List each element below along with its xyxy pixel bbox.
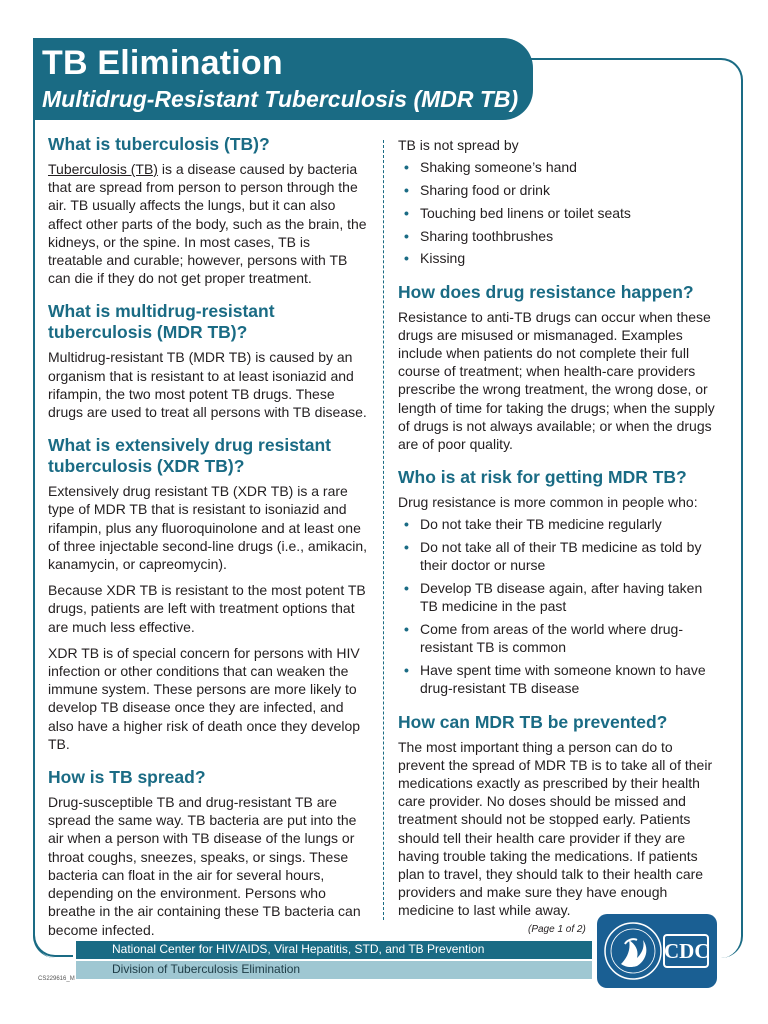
list-item: • Come from areas of the world where drug-resistant TB is common — [398, 620, 722, 656]
section-heading-tb-spread: How is TB spread? — [48, 767, 206, 788]
right-column — [398, 136, 722, 928]
list-item: • Develop TB disease again, after having taken TB medicine in the past — [398, 579, 722, 615]
list-item: • Touching bed linens or toilet seats — [398, 204, 722, 222]
list-item: • Have spent time with someone known to have drug-resistant TB disease — [398, 661, 722, 697]
left-column — [48, 134, 368, 947]
footer-division-name: Division of Tuberculosis Elimination — [112, 962, 301, 976]
not-spread-list — [398, 158, 722, 267]
tb-definition-text: is a disease caused by bacteria that are spread from person to person through the air. TB usually affects the lungs, but it can also affect other parts of the body, such as the brain, the kidneys, or the spine. In most cases, TB is treatable and curable; however, persons with TB can die if they do not get proper treatment. — [48, 161, 367, 287]
section-heading-drug-resistance: How does drug resistance happen? — [398, 281, 694, 302]
section-heading-mdr-tb: What is multidrug-resistant tuberculosis (MDR TB)? — [48, 301, 275, 343]
page-number: (Page 1 of 2) — [528, 924, 586, 935]
list-item: • Kissing — [398, 249, 722, 267]
section-body-prevention: The most important thing a person can do to prevent the spread of MDR TB is to take all of their medications exactly as prescribed by their health care provider. No doses should be missed and treatment should not be stopped early. Patients should tell their health care provider if they are having trouble taking the medications. If patients plan to travel, they should talk to their health care providers and make sure they have enough medicine to last while away. — [398, 738, 713, 919]
tb-term-link[interactable]: Tuberculosis (TB) — [48, 161, 158, 177]
page-title: TB Elimination — [42, 44, 283, 82]
risk-list — [398, 515, 722, 697]
footer-center-name: National Center for HIV/AIDS, Viral Hepatitis, STD, and TB Prevention — [112, 942, 485, 956]
not-spread-intro: TB is not spread by — [398, 137, 519, 153]
section-body-xdr-tb-2: Because XDR TB is resistant to the most potent TB drugs, patients are left with treatment options that are much less effective. — [48, 582, 366, 635]
list-item: • Shaking someone’s hand — [398, 158, 722, 176]
section-heading-prevention: How can MDR TB be prevented? — [398, 711, 668, 732]
section-body-what-is-tb — [48, 160, 368, 287]
section-body-mdr-tb: Multidrug-resistant TB (MDR TB) is caused by an organism that is resistant to at least isoniazid and rifampin, the two most potent TB drugs. These drugs are used to treat all persons with TB disease. — [48, 349, 367, 421]
cdc-logo-text: CDC — [664, 939, 710, 963]
list-item: • Do not take their TB medicine regularly — [398, 515, 722, 533]
section-heading-risk: Who is at risk for getting MDR TB? — [398, 467, 687, 488]
section-heading-xdr-tb: What is extensively drug resistant tuberculosis (XDR TB)? — [48, 435, 332, 477]
list-item: • Do not take all of their TB medicine as told by their doctor or nurse — [398, 538, 722, 574]
section-body-tb-spread: Drug-susceptible TB and drug-resistant TB are spread the same way. TB bacteria are put into the air when a person with TB disease of the lungs or throat coughs, sneezes, speaks, or sings. These bacteria can float in the air for several hours, depending on the environment. Persons who breathe in the air containing these TB bacteria can become infected. — [48, 794, 361, 938]
document-code: CS229616_M — [38, 976, 75, 982]
list-item: • Sharing food or drink — [398, 181, 722, 199]
risk-intro: Drug resistance is more common in people who: — [398, 494, 698, 511]
section-body-xdr-tb-1: Extensively drug resistant TB (XDR TB) is a rare type of MDR TB that is resistant to isoniazid and rifampin, plus any fluoroquinolone and at least one of three injectable second-line drugs (i.e., amikacin, kanamycin, or capreomycin). — [48, 483, 368, 573]
section-body-drug-resistance: Resistance to anti-TB drugs can occur when these drugs are misused or mismanaged. Examples include when patients do not complete their full course of treatment; when health-care providers prescribe the wrong treatment, the wrong dose, or length of time for taking the drugs; when the supply of drugs is not always available; or when the drugs are of poor quality. — [398, 308, 715, 453]
cdc-logo — [597, 914, 717, 988]
list-item: • Sharing toothbrushes — [398, 227, 722, 245]
section-body-xdr-tb-3: XDR TB is of special concern for persons with HIV infection or other conditions that can weaken the immune system. These persons are more likely to develop TB disease once they are infected, and also have a higher risk of death once they develop TB. — [48, 644, 361, 752]
column-divider — [383, 140, 384, 920]
section-heading-what-is-tb: What is tuberculosis (TB)? — [48, 134, 270, 154]
page-subtitle: Multidrug-Resistant Tuberculosis (MDR TB) — [42, 86, 519, 112]
